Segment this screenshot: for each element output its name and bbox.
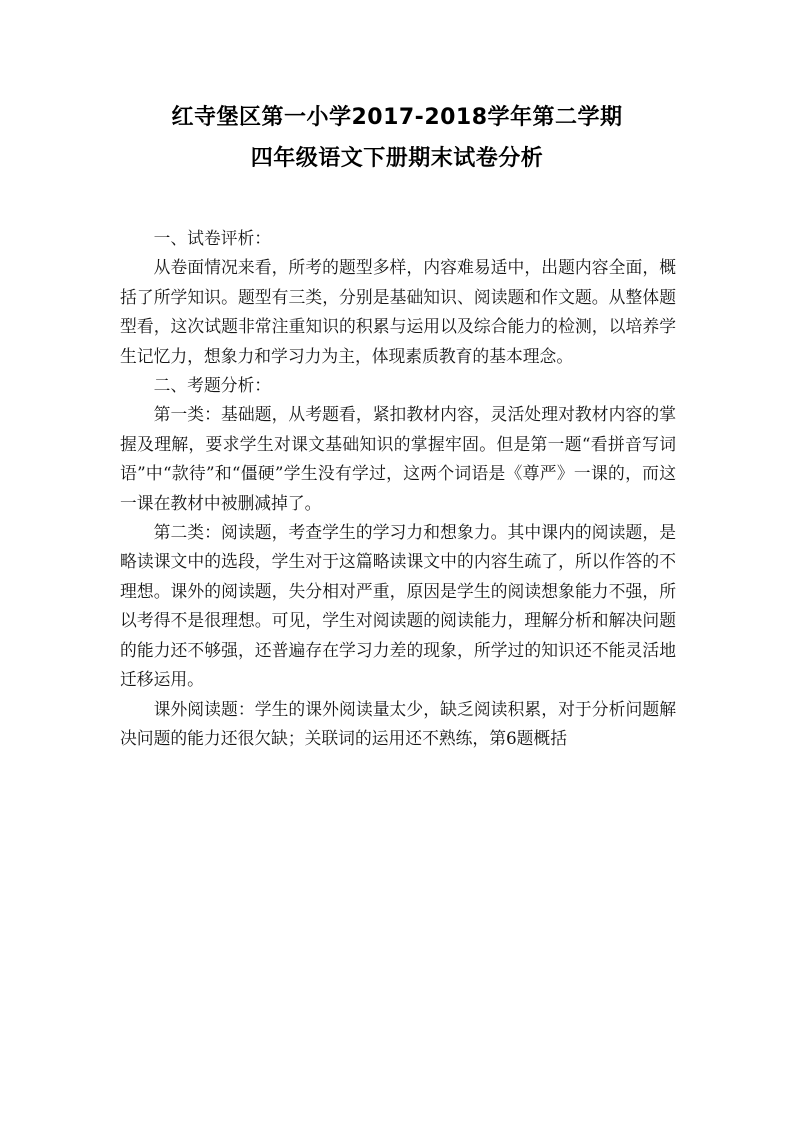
paragraph-1: 从卷面情况来看，所考的题型多样，内容难易适中，出题内容全面，概括了所学知识。题型有三类，分别是基础知识、阅读题和作文题。从整体题型看，这次试题非常注重知识的积累与运用以及综合能力的检测，以培养学生记忆力，想象力和学习力为主，体现素质教育的基本理念。 [120,257,676,366]
document-title-line2: 四年级语文下册期末试卷分析 [250,146,544,171]
section-heading-1: 一、试卷评析： [153,228,272,248]
paragraph-2: 第一类：基础题，从考题看，紧扣教材内容，灵活处理对教材内容的掌握及理解，要求学生对课文基础知识的掌握牢固。但是第一题“看拼音写词语”中“款待”和“僵硬”学生没有学过，这两个词语是《尊严》一课的，而这一课在教材中被删减掉了。 [120,404,676,513]
paragraph-3: 第二类：阅读题，考查学生的学习力和想象力。其中课内的阅读题，是略读课文中的选段，学生对于这篇略读课文中的内容生疏了，所以作答的不理想。课外的阅读题，失分相对严重，原因是学生的阅读想象能力不强，所以考得不是很理想。可见，学生对阅读题的阅读能力，理解分析和解决问题的能力还不够强，还普遍存在学习力差的现象，所学过的知识还不能灵活地迁移运用。 [120,522,676,690]
section-heading-2: 二、考题分析： [153,375,272,396]
document-body [120,224,676,753]
document-title-line1: 红寺堡区第一小学2017-2018学年第二学期 [171,105,623,130]
paragraph-4: 课外阅读题：学生的课外阅读量太少，缺乏阅读积累，对于分析问题解决问题的能力还很欠缺；关联词的运用还不熟练，第6题概括 [120,698,676,748]
